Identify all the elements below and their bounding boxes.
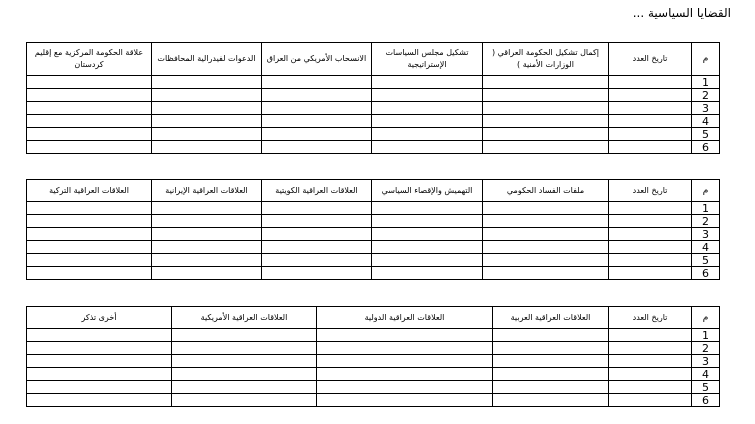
table-cell[interactable] [262, 267, 372, 280]
table-cell[interactable] [609, 329, 692, 342]
table-row [27, 394, 720, 407]
table-cell[interactable] [372, 254, 483, 267]
row-number: 2 [692, 89, 720, 102]
table-cell[interactable] [262, 115, 372, 128]
table-row [27, 241, 720, 254]
table-cell[interactable] [27, 228, 152, 241]
column-header-international-relations: العلاقات العراقية الدولية [317, 307, 493, 329]
table-cell[interactable] [483, 141, 609, 154]
table-row [27, 76, 720, 89]
table-cell[interactable] [152, 76, 262, 89]
table-cell[interactable] [152, 202, 262, 215]
table-row [27, 102, 720, 115]
table-cell[interactable] [493, 355, 609, 368]
table-cell[interactable] [372, 215, 483, 228]
table-cell[interactable] [27, 381, 172, 394]
table-row [27, 329, 720, 342]
table-header-row [27, 180, 720, 202]
table-cell[interactable] [27, 241, 152, 254]
table-cell[interactable] [27, 89, 152, 102]
table-cell[interactable] [152, 89, 262, 102]
table-cell[interactable] [152, 141, 262, 154]
table-cell[interactable] [372, 228, 483, 241]
table-cell[interactable] [372, 128, 483, 141]
table-cell[interactable] [609, 128, 692, 141]
political-issues-table-1 [26, 42, 720, 154]
row-number: 6 [692, 394, 720, 407]
table-cell[interactable] [372, 115, 483, 128]
column-header-kurdistan-relations: علاقة الحكومة المركزية مع إقليم كردستان [27, 43, 152, 76]
column-header-political-marginalization: التهميش والإقصاء السياسي [372, 180, 483, 202]
table-cell[interactable] [27, 115, 152, 128]
table-row [27, 355, 720, 368]
table-cell[interactable] [27, 267, 152, 280]
column-header-us-relations: العلاقات العراقية الأمريكية [172, 307, 317, 329]
table-cell[interactable] [372, 241, 483, 254]
table-cell[interactable] [262, 228, 372, 241]
table-cell[interactable] [609, 241, 692, 254]
table-cell[interactable] [27, 215, 152, 228]
table-cell[interactable] [483, 215, 609, 228]
table-row [27, 254, 720, 267]
table-row [27, 128, 720, 141]
column-header-number: م [692, 180, 720, 202]
table-cell[interactable] [609, 228, 692, 241]
row-number: 3 [692, 228, 720, 241]
table-cell[interactable] [483, 241, 609, 254]
column-header-provincial-federalism: الدعوات لفيدرالية المحافظات [152, 43, 262, 76]
column-header-strategic-policy-council: تشكيل مجلس السياسات الإستراتيجية [372, 43, 483, 76]
table-cell[interactable] [172, 381, 317, 394]
row-number: 2 [692, 215, 720, 228]
table-row [27, 267, 720, 280]
table-row [27, 202, 720, 215]
table-cell[interactable] [493, 329, 609, 342]
column-header-turkey-relations: العلاقات العراقية التركية [27, 180, 152, 202]
table-cell[interactable] [262, 76, 372, 89]
table-cell[interactable] [152, 115, 262, 128]
row-number: 6 [692, 267, 720, 280]
table-cell[interactable] [27, 329, 172, 342]
column-header-corruption-files: ملفات الفساد الحكومي [483, 180, 609, 202]
table-cell[interactable] [609, 89, 692, 102]
table-cell[interactable] [152, 241, 262, 254]
table-cell[interactable] [317, 394, 493, 407]
table-cell[interactable] [27, 202, 152, 215]
table-cell[interactable] [317, 381, 493, 394]
table-row [27, 381, 720, 394]
table-cell[interactable] [172, 329, 317, 342]
table-cell[interactable] [27, 368, 172, 381]
table-cell[interactable] [483, 228, 609, 241]
table-cell[interactable] [152, 102, 262, 115]
column-header-security-ministries: إكمال تشكيل الحكومة العراقي ( الوزارات الأمنية ) [483, 43, 609, 76]
table-cell[interactable] [262, 128, 372, 141]
table-cell[interactable] [152, 254, 262, 267]
table-row [27, 141, 720, 154]
table-cell[interactable] [27, 254, 152, 267]
column-header-issue-date: تاريخ العدد [609, 307, 692, 329]
table-cell[interactable] [609, 355, 692, 368]
table-cell[interactable] [372, 267, 483, 280]
table-cell[interactable] [262, 241, 372, 254]
table-row [27, 342, 720, 355]
table-cell[interactable] [372, 76, 483, 89]
table-cell[interactable] [262, 202, 372, 215]
row-number: 5 [692, 381, 720, 394]
table-header-row [27, 43, 720, 76]
table-cell[interactable] [372, 202, 483, 215]
table-cell[interactable] [27, 355, 172, 368]
table-cell[interactable] [372, 102, 483, 115]
table-cell[interactable] [262, 89, 372, 102]
table-cell[interactable] [609, 267, 692, 280]
table-cell[interactable] [152, 267, 262, 280]
table-cell[interactable] [609, 381, 692, 394]
row-number: 1 [692, 329, 720, 342]
table-cell[interactable] [483, 102, 609, 115]
table-cell[interactable] [493, 368, 609, 381]
table-cell[interactable] [483, 76, 609, 89]
table-cell[interactable] [609, 115, 692, 128]
table-row [27, 115, 720, 128]
table-cell[interactable] [493, 381, 609, 394]
table-cell[interactable] [27, 342, 172, 355]
table-row [27, 89, 720, 102]
table-cell[interactable] [27, 128, 152, 141]
row-number: 4 [692, 115, 720, 128]
row-number: 4 [692, 368, 720, 381]
table-cell[interactable] [152, 228, 262, 241]
table-header-row [27, 307, 720, 329]
column-header-arab-relations: العلاقات العراقية العربية [493, 307, 609, 329]
table-cell[interactable] [27, 394, 172, 407]
table-cell[interactable] [483, 128, 609, 141]
table-cell[interactable] [317, 329, 493, 342]
table-cell[interactable] [609, 368, 692, 381]
table-cell[interactable] [483, 267, 609, 280]
table-cell[interactable] [609, 141, 692, 154]
table-cell[interactable] [27, 76, 152, 89]
table-cell[interactable] [262, 141, 372, 154]
column-header-number: م [692, 43, 720, 76]
table-row [27, 228, 720, 241]
political-issues-table-2 [26, 179, 720, 280]
table-cell[interactable] [372, 89, 483, 102]
row-number: 1 [692, 76, 720, 89]
page-title: القضايا السياسية ... [632, 6, 731, 20]
table-cell[interactable] [609, 342, 692, 355]
table-row [27, 368, 720, 381]
table-cell[interactable] [493, 342, 609, 355]
column-header-number: م [692, 307, 720, 329]
table-cell[interactable] [483, 89, 609, 102]
row-number: 5 [692, 128, 720, 141]
row-number: 1 [692, 202, 720, 215]
table-cell[interactable] [317, 368, 493, 381]
row-number: 4 [692, 241, 720, 254]
table-cell[interactable] [609, 76, 692, 89]
table-cell[interactable] [372, 141, 483, 154]
table-cell[interactable] [262, 254, 372, 267]
column-header-us-withdrawal: الانسحاب الأمريكي من العراق [262, 43, 372, 76]
table-cell[interactable] [609, 202, 692, 215]
table-cell[interactable] [609, 215, 692, 228]
table-cell[interactable] [483, 202, 609, 215]
table-cell[interactable] [483, 115, 609, 128]
column-header-kuwait-relations: العلاقات العراقية الكويتية [262, 180, 372, 202]
column-header-issue-date: تاريخ العدد [609, 180, 692, 202]
table-cell[interactable] [493, 394, 609, 407]
row-number: 3 [692, 102, 720, 115]
table-cell[interactable] [262, 102, 372, 115]
row-number: 3 [692, 355, 720, 368]
column-header-iran-relations: العلاقات العراقية الإيرانية [152, 180, 262, 202]
table-cell[interactable] [172, 355, 317, 368]
table-cell[interactable] [317, 342, 493, 355]
column-header-issue-date: تاريخ العدد [609, 43, 692, 76]
table-cell[interactable] [152, 215, 262, 228]
column-header-other: أخرى تذكر [27, 307, 172, 329]
table-cell[interactable] [172, 368, 317, 381]
row-number: 2 [692, 342, 720, 355]
table-cell[interactable] [317, 355, 493, 368]
table-row [27, 215, 720, 228]
table-cell[interactable] [27, 102, 152, 115]
row-number: 6 [692, 141, 720, 154]
table-cell[interactable] [152, 128, 262, 141]
table-cell[interactable] [172, 394, 317, 407]
table-cell[interactable] [27, 141, 152, 154]
political-issues-table-3 [26, 306, 720, 407]
table-cell[interactable] [483, 254, 609, 267]
table-cell[interactable] [609, 394, 692, 407]
row-number: 5 [692, 254, 720, 267]
table-cell[interactable] [609, 254, 692, 267]
table-cell[interactable] [262, 215, 372, 228]
table-cell[interactable] [609, 102, 692, 115]
table-cell[interactable] [172, 342, 317, 355]
